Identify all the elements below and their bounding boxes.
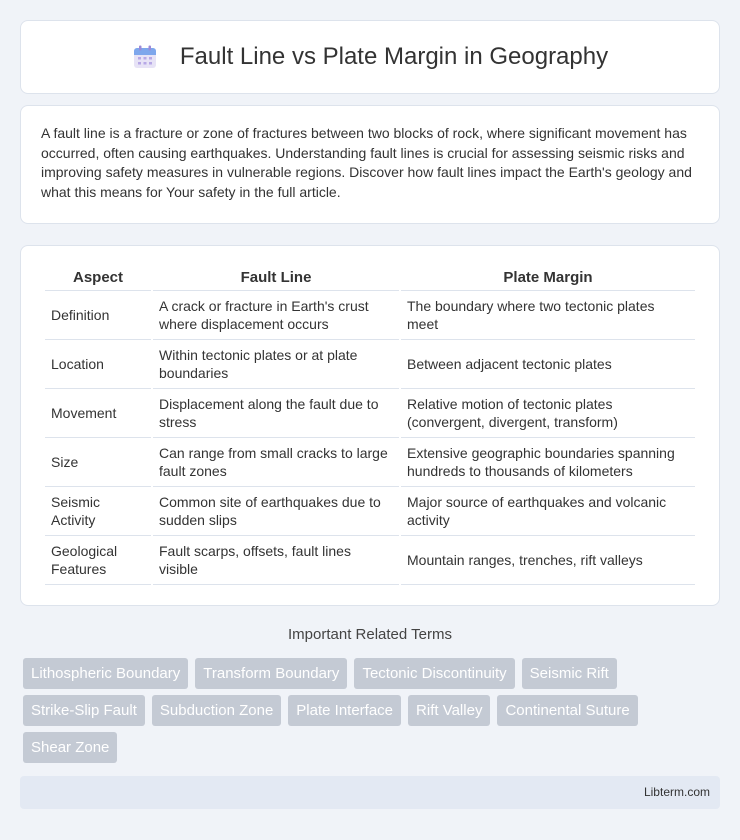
table-cell: Seismic Activity <box>45 486 151 535</box>
page-title: Fault Line vs Plate Margin in Geography <box>179 43 609 70</box>
table-row <box>45 290 695 339</box>
intro-card <box>20 105 720 224</box>
related-term-tag[interactable]: Continental Suture <box>497 695 637 726</box>
table-cell: Displacement along the fault due to stress <box>153 388 399 437</box>
table-cell: Major source of earthquakes and volcanic activity <box>401 486 695 535</box>
table-header-row <box>45 266 695 290</box>
table-row <box>45 339 695 388</box>
table-cell: Fault scarps, offsets, fault lines visible <box>153 535 399 585</box>
table-cell: Relative motion of tectonic plates (convergent, divergent, transform) <box>401 388 695 437</box>
related-term-tag[interactable]: Shear Zone <box>23 732 117 763</box>
header-plate-margin: Plate Margin <box>503 269 593 286</box>
table-cell: Movement <box>45 388 151 437</box>
table-cell: A crack or fracture in Earth's crust where displacement occurs <box>153 290 399 339</box>
table-cell: Extensive geographic boundaries spanning hundreds to thousands of kilometers <box>401 437 695 486</box>
related-term-tag[interactable]: Tectonic Discontinuity <box>354 658 514 689</box>
header-fault-line: Fault Line <box>240 269 312 286</box>
table-cell: Within tectonic plates or at plate boundaries <box>153 339 399 388</box>
related-term-tag[interactable]: Strike-Slip Fault <box>23 695 145 726</box>
header-aspect: Aspect <box>72 269 124 286</box>
table-cell: Between adjacent tectonic plates <box>401 339 695 388</box>
footer-site-link[interactable]: Libterm.com <box>643 785 710 799</box>
table-cell: Geological Features <box>45 535 151 585</box>
table-cell: Can range from small cracks to large fault zones <box>153 437 399 486</box>
related-term-tag[interactable]: Lithospheric Boundary <box>23 658 188 689</box>
table-cell: Definition <box>45 290 151 339</box>
table-cell: Mountain ranges, trenches, rift valleys <box>401 535 695 585</box>
table-cell: Common site of earthquakes due to sudden slips <box>153 486 399 535</box>
comparison-card <box>20 245 720 606</box>
related-term-tag[interactable]: Seismic Rift <box>522 658 617 689</box>
intro-text: A fault line is a fracture or zone of fractures between two blocks of rock, where significant movement has occurred, often causing earthquakes. Understanding fault lines is crucial for assessing seismic risks and improving safety measures in vulnerable regions. Discover how fault lines impact the Earth's geology and what this means for Your safety in the full article. <box>41 125 692 200</box>
related-term-tag[interactable]: Plate Interface <box>288 695 401 726</box>
related-terms-list <box>23 658 723 769</box>
table-row <box>45 486 695 535</box>
table-row <box>45 535 695 585</box>
related-terms-title: Important Related Terms <box>288 626 452 643</box>
comparison-table <box>43 266 697 585</box>
table-row <box>45 388 695 437</box>
related-term-tag[interactable]: Rift Valley <box>408 695 490 726</box>
table-cell: The boundary where two tectonic plates meet <box>401 290 695 339</box>
table-row <box>45 437 695 486</box>
table-cell: Location <box>45 339 151 388</box>
related-term-tag[interactable]: Subduction Zone <box>152 695 281 726</box>
title-card <box>20 20 720 94</box>
calendar-icon <box>132 44 158 70</box>
footer <box>20 776 720 809</box>
table-cell: Size <box>45 437 151 486</box>
related-term-tag[interactable]: Transform Boundary <box>195 658 347 689</box>
